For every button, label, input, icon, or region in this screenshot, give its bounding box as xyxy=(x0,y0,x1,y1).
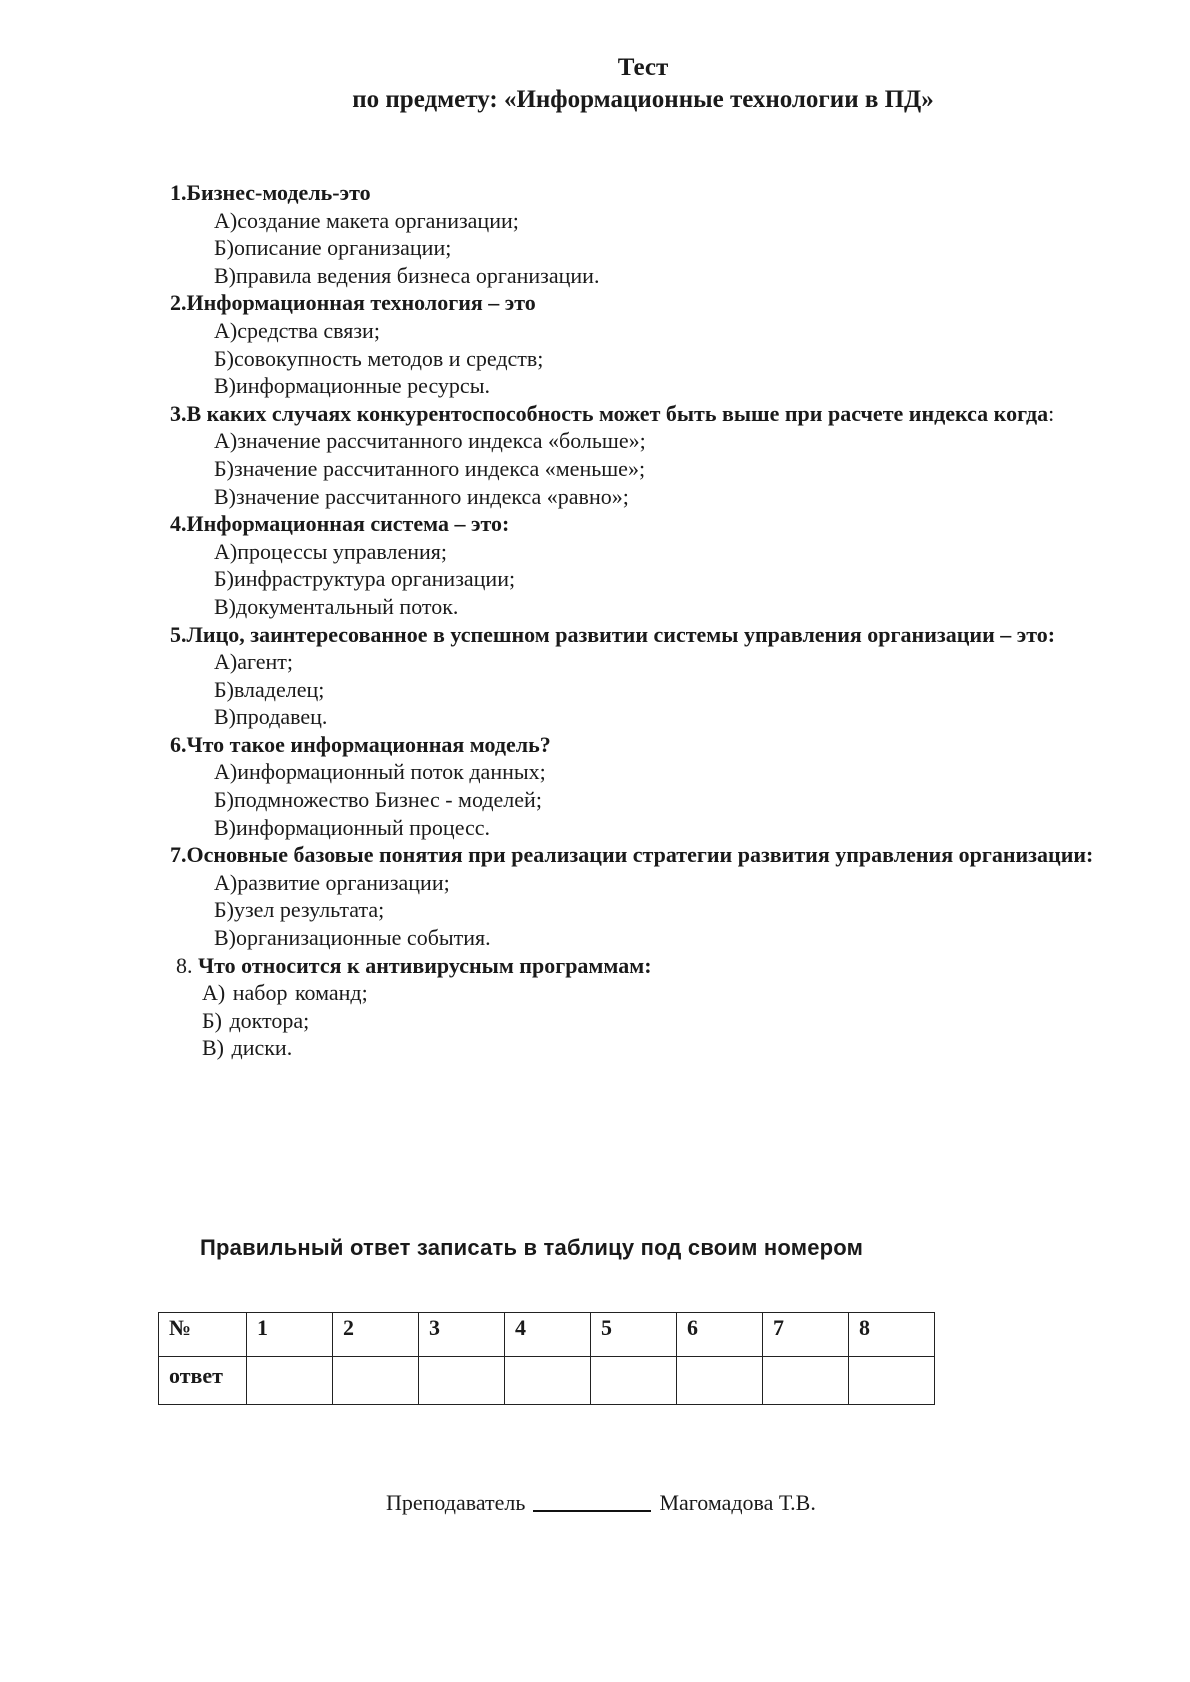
option-a: А) набор команд; xyxy=(202,980,368,1006)
answer-table-answer-row xyxy=(159,1357,935,1405)
answer-cell[interactable] xyxy=(505,1357,591,1405)
question-5 xyxy=(170,621,1120,731)
option-c: В)информационные ресурсы. xyxy=(214,373,490,399)
question-4 xyxy=(170,510,1120,620)
option-b: Б)инфраструктура организации; xyxy=(214,566,516,592)
signature-role: Преподаватель xyxy=(386,1490,526,1515)
option-b: Б)узел результата; xyxy=(214,897,385,923)
answer-cell[interactable] xyxy=(763,1357,849,1405)
answer-table xyxy=(158,1312,935,1405)
question-text: Что относится к антивирусным программам: xyxy=(198,952,652,978)
option-c: В)правила ведения бизнеса организации. xyxy=(214,262,600,288)
answer-cell[interactable] xyxy=(419,1357,505,1405)
option-b: Б)владелец; xyxy=(214,676,325,702)
question-text-wrapper xyxy=(170,952,1120,980)
option-a: А)создание макета организации; xyxy=(214,207,519,233)
answer-table-header-row xyxy=(159,1313,935,1357)
signature-line xyxy=(533,1510,651,1512)
document-subtitle: по предмету: «Информационные технологии в ПД» xyxy=(352,86,934,113)
question-7 xyxy=(170,841,1120,951)
question-text: 3.В каких случаях конкурентоспособность может быть выше при расчете индекса когда xyxy=(170,400,1049,426)
question-8 xyxy=(170,952,1120,1062)
option-b: Б)значение рассчитанного индекса «меньше»; xyxy=(214,455,646,481)
table-header-cell: 7 xyxy=(763,1313,849,1357)
table-header-number-label: № xyxy=(159,1313,247,1357)
question-text-wrapper xyxy=(170,400,1120,428)
question-text: 6.Что такое информационная модель? xyxy=(170,731,551,757)
answer-cell[interactable] xyxy=(247,1357,333,1405)
option-a: А)значение рассчитанного индекса «больше»; xyxy=(214,428,646,454)
question-text: 5.Лицо, заинтересованное в успешном развитии системы управления организации – это: xyxy=(170,621,1056,647)
option-b: Б) доктора; xyxy=(202,1007,310,1033)
question-2 xyxy=(170,289,1120,399)
answer-cell[interactable] xyxy=(591,1357,677,1405)
question-6 xyxy=(170,731,1120,841)
option-c: В) диски. xyxy=(202,1035,293,1061)
option-c: В)организационные события. xyxy=(214,925,491,951)
question-text: 4.Информационная система – это: xyxy=(170,511,510,537)
option-b: Б)подмножество Бизнес - моделей; xyxy=(214,787,542,813)
instruction-text: Правильный ответ записать в таблицу под своим номером xyxy=(200,1235,864,1260)
answer-cell[interactable] xyxy=(333,1357,419,1405)
option-a: А)средства связи; xyxy=(214,317,380,343)
table-header-cell: 5 xyxy=(591,1313,677,1357)
question-number: 8. xyxy=(176,952,193,978)
option-a: А)развитие организации; xyxy=(214,869,450,895)
table-header-cell: 1 xyxy=(247,1313,333,1357)
option-c: В)продавец. xyxy=(214,704,328,730)
option-a: А)агент; xyxy=(214,649,293,675)
table-row-answer-label: ответ xyxy=(159,1357,247,1405)
option-a: А)информационный поток данных; xyxy=(214,759,546,785)
question-text: 2.Информационная технология – это xyxy=(170,290,536,316)
table-header-cell: 2 xyxy=(333,1313,419,1357)
table-header-cell: 6 xyxy=(677,1313,763,1357)
answer-cell[interactable] xyxy=(677,1357,763,1405)
option-b: Б)совокупность методов и средств; xyxy=(214,345,544,371)
question-1 xyxy=(170,179,1120,289)
signature-block xyxy=(386,1490,816,1516)
option-c: В)документальный поток. xyxy=(214,593,459,619)
answer-cell[interactable] xyxy=(849,1357,935,1405)
question-3 xyxy=(170,400,1120,510)
option-c: В)информационный процесс. xyxy=(214,814,491,840)
table-header-cell: 3 xyxy=(419,1313,505,1357)
table-header-cell: 8 xyxy=(849,1313,935,1357)
question-text: 1.Бизнес-модель-это xyxy=(170,180,371,205)
question-colon: : xyxy=(1048,400,1055,426)
question-list xyxy=(170,179,1120,1062)
document-title: Тест xyxy=(617,54,669,81)
option-c: В)значение рассчитанного индекса «равно»; xyxy=(214,483,629,509)
signature-name: Магомадова Т.В. xyxy=(659,1490,816,1515)
table-header-cell: 4 xyxy=(505,1313,591,1357)
option-b: Б)описание организации; xyxy=(214,235,452,261)
option-a: А)процессы управления; xyxy=(214,538,448,564)
question-text: 7.Основные базовые понятия при реализации стратегии развития управления организации: xyxy=(170,842,1094,868)
